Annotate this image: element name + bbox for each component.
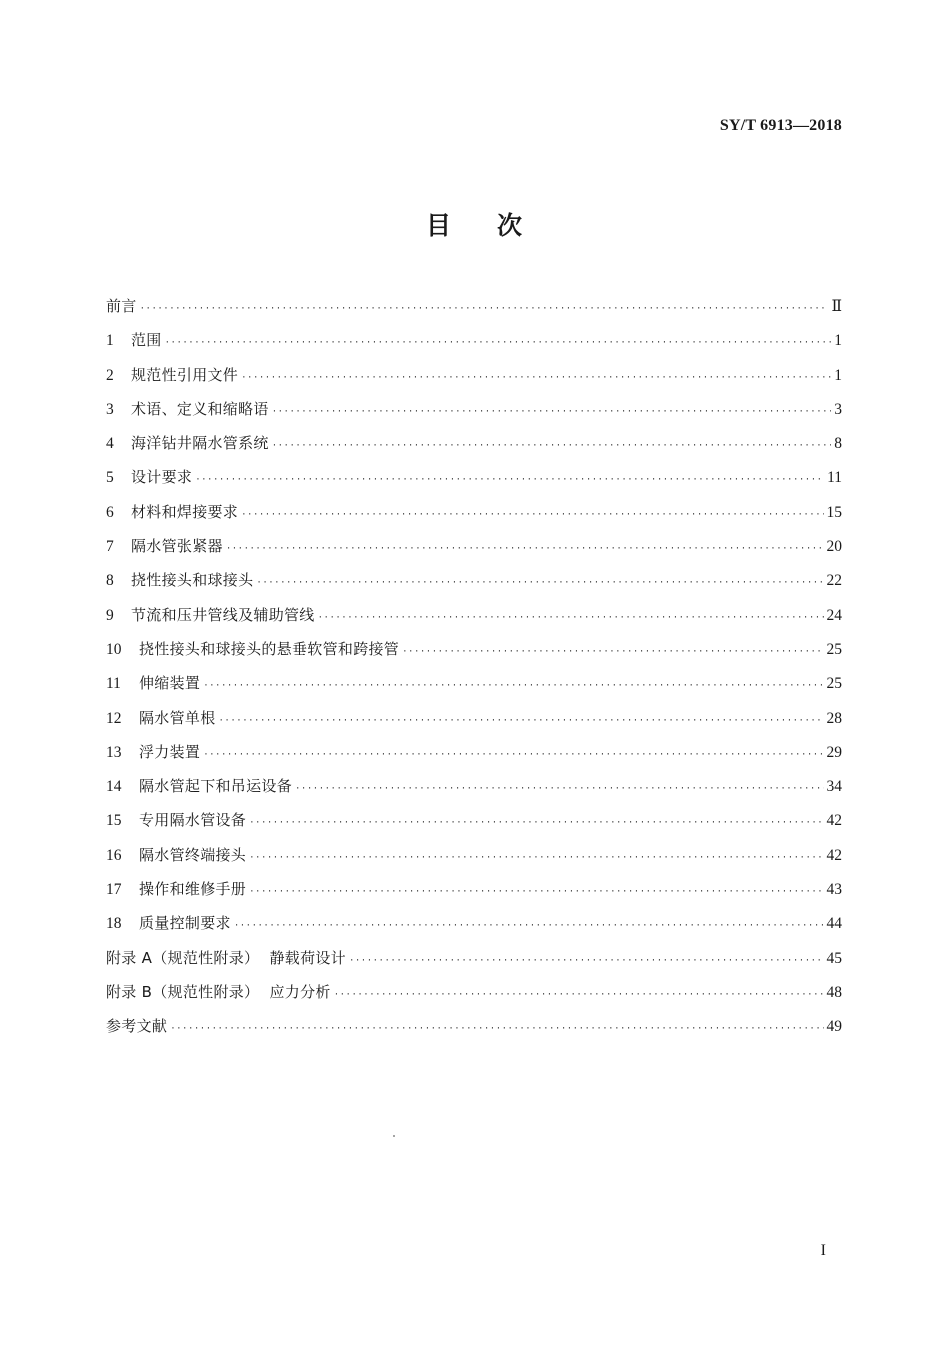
toc-entry-number: 7 (106, 538, 114, 556)
toc-entry-label: 海洋钻井隔水管系统 (131, 434, 269, 453)
toc-entry-number: 9 (106, 606, 114, 624)
toc-entry-label: 挠性接头和球接头的悬垂软管和跨接管 (139, 639, 400, 658)
toc-entry-page: 43 (826, 881, 842, 899)
toc-entry-number: 1 (106, 332, 114, 350)
toc-entry-number: 16 (106, 846, 122, 864)
toc-entry-number: 11 (106, 675, 121, 693)
toc-entry-label: 隔水管张紧器 (131, 537, 223, 556)
toc-entry-page: 3 (834, 400, 842, 418)
toc-entry-label: 附录 B（规范性附录） 应力分析 (106, 982, 331, 1001)
toc-entry-page: 29 (826, 743, 842, 761)
toc-entry-label: 隔水管终端接头 (139, 845, 247, 864)
toc-entry-6[interactable] (106, 501, 842, 535)
toc-entry-13[interactable] (106, 741, 842, 775)
toc-entry-page: 44 (826, 915, 842, 933)
toc-entry-17[interactable] (106, 878, 842, 912)
toc-entry-5[interactable] (106, 466, 842, 500)
toc-title (0, 206, 950, 242)
toc-entry-18[interactable] (106, 912, 842, 946)
toc-entry-page: 8 (834, 435, 842, 453)
toc-entry-label: 材料和焊接要求 (131, 502, 239, 521)
toc-entry-bibliography[interactable] (106, 1015, 842, 1049)
toc-entry-page: 22 (826, 572, 842, 590)
toc-entry-label: 规范性引用文件 (131, 365, 239, 384)
toc-entry-3[interactable] (106, 398, 842, 432)
toc-entry-label: 节流和压井管线及辅助管线 (131, 605, 315, 624)
toc-entry-page: 42 (826, 812, 842, 830)
toc-entry-number: 10 (106, 640, 122, 658)
toc-entry-label: 挠性接头和球接头 (131, 571, 254, 590)
toc-entry-foreword[interactable] (106, 295, 842, 329)
toc-entry-page: 15 (826, 503, 842, 521)
toc-entry-number: 4 (106, 435, 114, 453)
toc-entry-page: 1 (834, 332, 842, 350)
toc-entry-page: 34 (826, 778, 842, 796)
toc-entry-page: Ⅱ (831, 298, 842, 315)
toc-entry-number: 3 (106, 400, 114, 418)
toc-entry-page: 48 (826, 983, 842, 1001)
toc-entry-label: 操作和维修手册 (139, 880, 247, 899)
toc-entry-label: 参考文献 (106, 1017, 168, 1036)
toc-entry-page: 42 (826, 846, 842, 864)
toc-entry-appendix-b[interactable] (106, 981, 842, 1015)
toc-entry-page: 11 (827, 469, 842, 487)
toc-entry-page: 25 (826, 640, 842, 658)
toc-entry-4[interactable] (106, 432, 842, 466)
toc-entry-number: 13 (106, 743, 122, 761)
toc-entry-1[interactable] (106, 329, 842, 363)
toc-entry-number: 18 (106, 915, 122, 933)
toc-title-char-1: 目 (425, 211, 453, 240)
toc-entry-number: 6 (106, 503, 114, 521)
toc-entry-label: 附录 A（规范性附录） 静载荷设计 (106, 948, 346, 967)
toc-entry-number: 2 (106, 366, 114, 384)
toc-entry-number: 14 (106, 778, 122, 796)
toc-entry-9[interactable] (106, 604, 842, 638)
toc-entry-page: 28 (826, 709, 842, 727)
toc-entry-number: 15 (106, 812, 122, 830)
toc-entry-page: 20 (826, 538, 842, 556)
toc-entry-11[interactable] (106, 672, 842, 706)
toc-entry-2[interactable] (106, 364, 842, 398)
toc-entry-number: 12 (106, 709, 122, 727)
toc-entry-page: 25 (826, 675, 842, 693)
toc-entry-8[interactable] (106, 569, 842, 603)
toc-entry-number: 8 (106, 572, 114, 590)
toc-entry-appendix-a[interactable] (106, 947, 842, 981)
toc-entry-page: 24 (826, 606, 842, 624)
toc-entry-number: 17 (106, 881, 122, 899)
scan-speck (393, 1135, 395, 1137)
toc-entry-label: 浮力装置 (139, 742, 201, 761)
toc-entry-7[interactable] (106, 535, 842, 569)
toc-entry-12[interactable] (106, 707, 842, 741)
toc-entry-label: 隔水管起下和吊运设备 (139, 777, 293, 796)
toc-entry-16[interactable] (106, 844, 842, 878)
toc-entry-number: 5 (106, 469, 114, 487)
toc-entry-10[interactable] (106, 638, 842, 672)
standard-number: SY/T 6913—2018 (719, 117, 842, 134)
toc-entry-page: 1 (834, 366, 842, 384)
toc-entry-15[interactable] (106, 809, 842, 843)
page-number: I (820, 1242, 826, 1259)
toc-entry-label: 专用隔水管设备 (139, 811, 247, 830)
toc-entry-label: 范围 (131, 331, 162, 350)
toc-entry-14[interactable] (106, 775, 842, 809)
toc-entry-label: 设计要求 (131, 468, 193, 487)
toc-title-char-2: 次 (497, 211, 525, 240)
toc-entry-label: 术语、定义和缩略语 (131, 399, 269, 418)
toc-entry-label: 伸缩装置 (139, 674, 201, 693)
toc-entry-page: 49 (826, 1018, 842, 1036)
toc-entry-label: 隔水管单根 (139, 708, 216, 727)
toc-entry-label: 质量控制要求 (139, 914, 231, 933)
table-of-contents (106, 295, 842, 1050)
toc-entry-page: 45 (826, 949, 842, 967)
toc-entry-label: 前言 (106, 297, 137, 315)
